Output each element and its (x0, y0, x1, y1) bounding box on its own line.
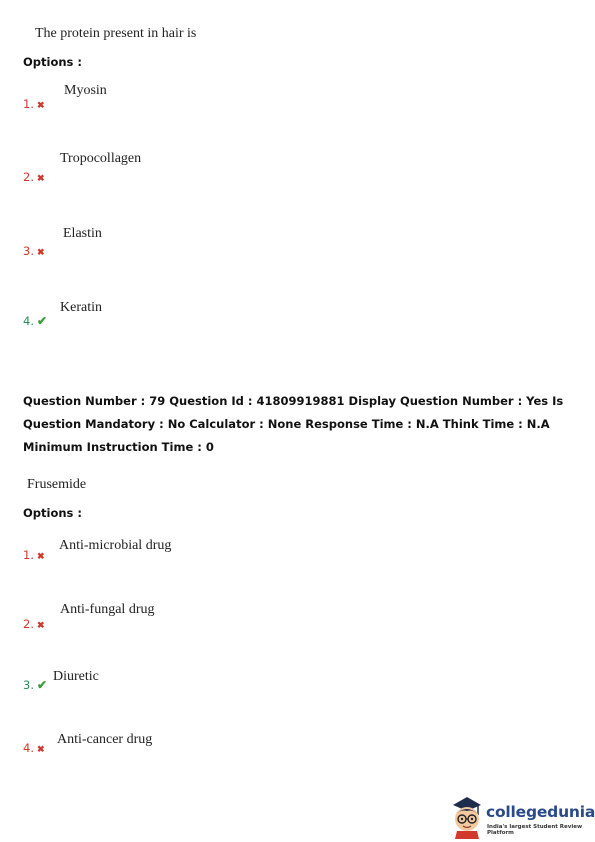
option-text: Anti-fungal drug (60, 602, 155, 617)
cross-icon: ✖ (36, 100, 45, 110)
option-row (23, 312, 47, 330)
option-text: Myosin (64, 83, 107, 98)
option-number: 1. (23, 97, 34, 111)
option-row (23, 168, 45, 186)
option-number: 2. (23, 170, 34, 184)
option-number: 4. (23, 741, 34, 755)
option-number: 1. (23, 548, 34, 562)
collegedunia-logo (447, 795, 595, 840)
option-text: Keratin (60, 300, 102, 315)
option-text: Anti-microbial drug (59, 538, 172, 553)
option-row (23, 676, 47, 694)
cross-icon: ✖ (36, 620, 45, 630)
option-number: 3. (23, 678, 34, 692)
cross-icon: ✖ (36, 551, 45, 561)
option-row (23, 242, 45, 260)
cross-icon: ✖ (36, 247, 45, 257)
option-text: Tropocollagen (60, 151, 142, 166)
option-text: Elastin (63, 226, 102, 241)
options-label: Options : (23, 55, 82, 69)
question-text: Frusemide (27, 477, 87, 492)
option-number: 2. (23, 617, 34, 631)
question-text: The protein present in hair is (35, 26, 197, 41)
option-row (23, 95, 45, 113)
option-number: 4. (23, 314, 34, 328)
option-text: Diuretic (53, 669, 99, 684)
options-label: Options : (23, 506, 82, 520)
cross-icon: ✖ (36, 744, 45, 754)
option-number: 3. (23, 244, 34, 258)
option-row (23, 615, 45, 633)
mascot-icon (447, 795, 487, 839)
check-icon: ✔ (36, 314, 48, 328)
cross-icon: ✖ (36, 173, 45, 183)
question-metadata: Question Number : 79 Question Id : 41809919881 Display Question Number : Yes Is Question Mandatory : No Calculator : None Response Time : N.A Think Time : N.A Minimum Instruction Time : 0 (23, 394, 564, 454)
option-row (23, 546, 45, 564)
option-text: Anti-cancer drug (57, 732, 153, 747)
option-row (23, 739, 45, 757)
logo-wordmark: collegedunia (486, 803, 595, 821)
logo-tagline: India's largest Student Review Platform (487, 824, 583, 836)
check-icon: ✔ (36, 678, 48, 692)
